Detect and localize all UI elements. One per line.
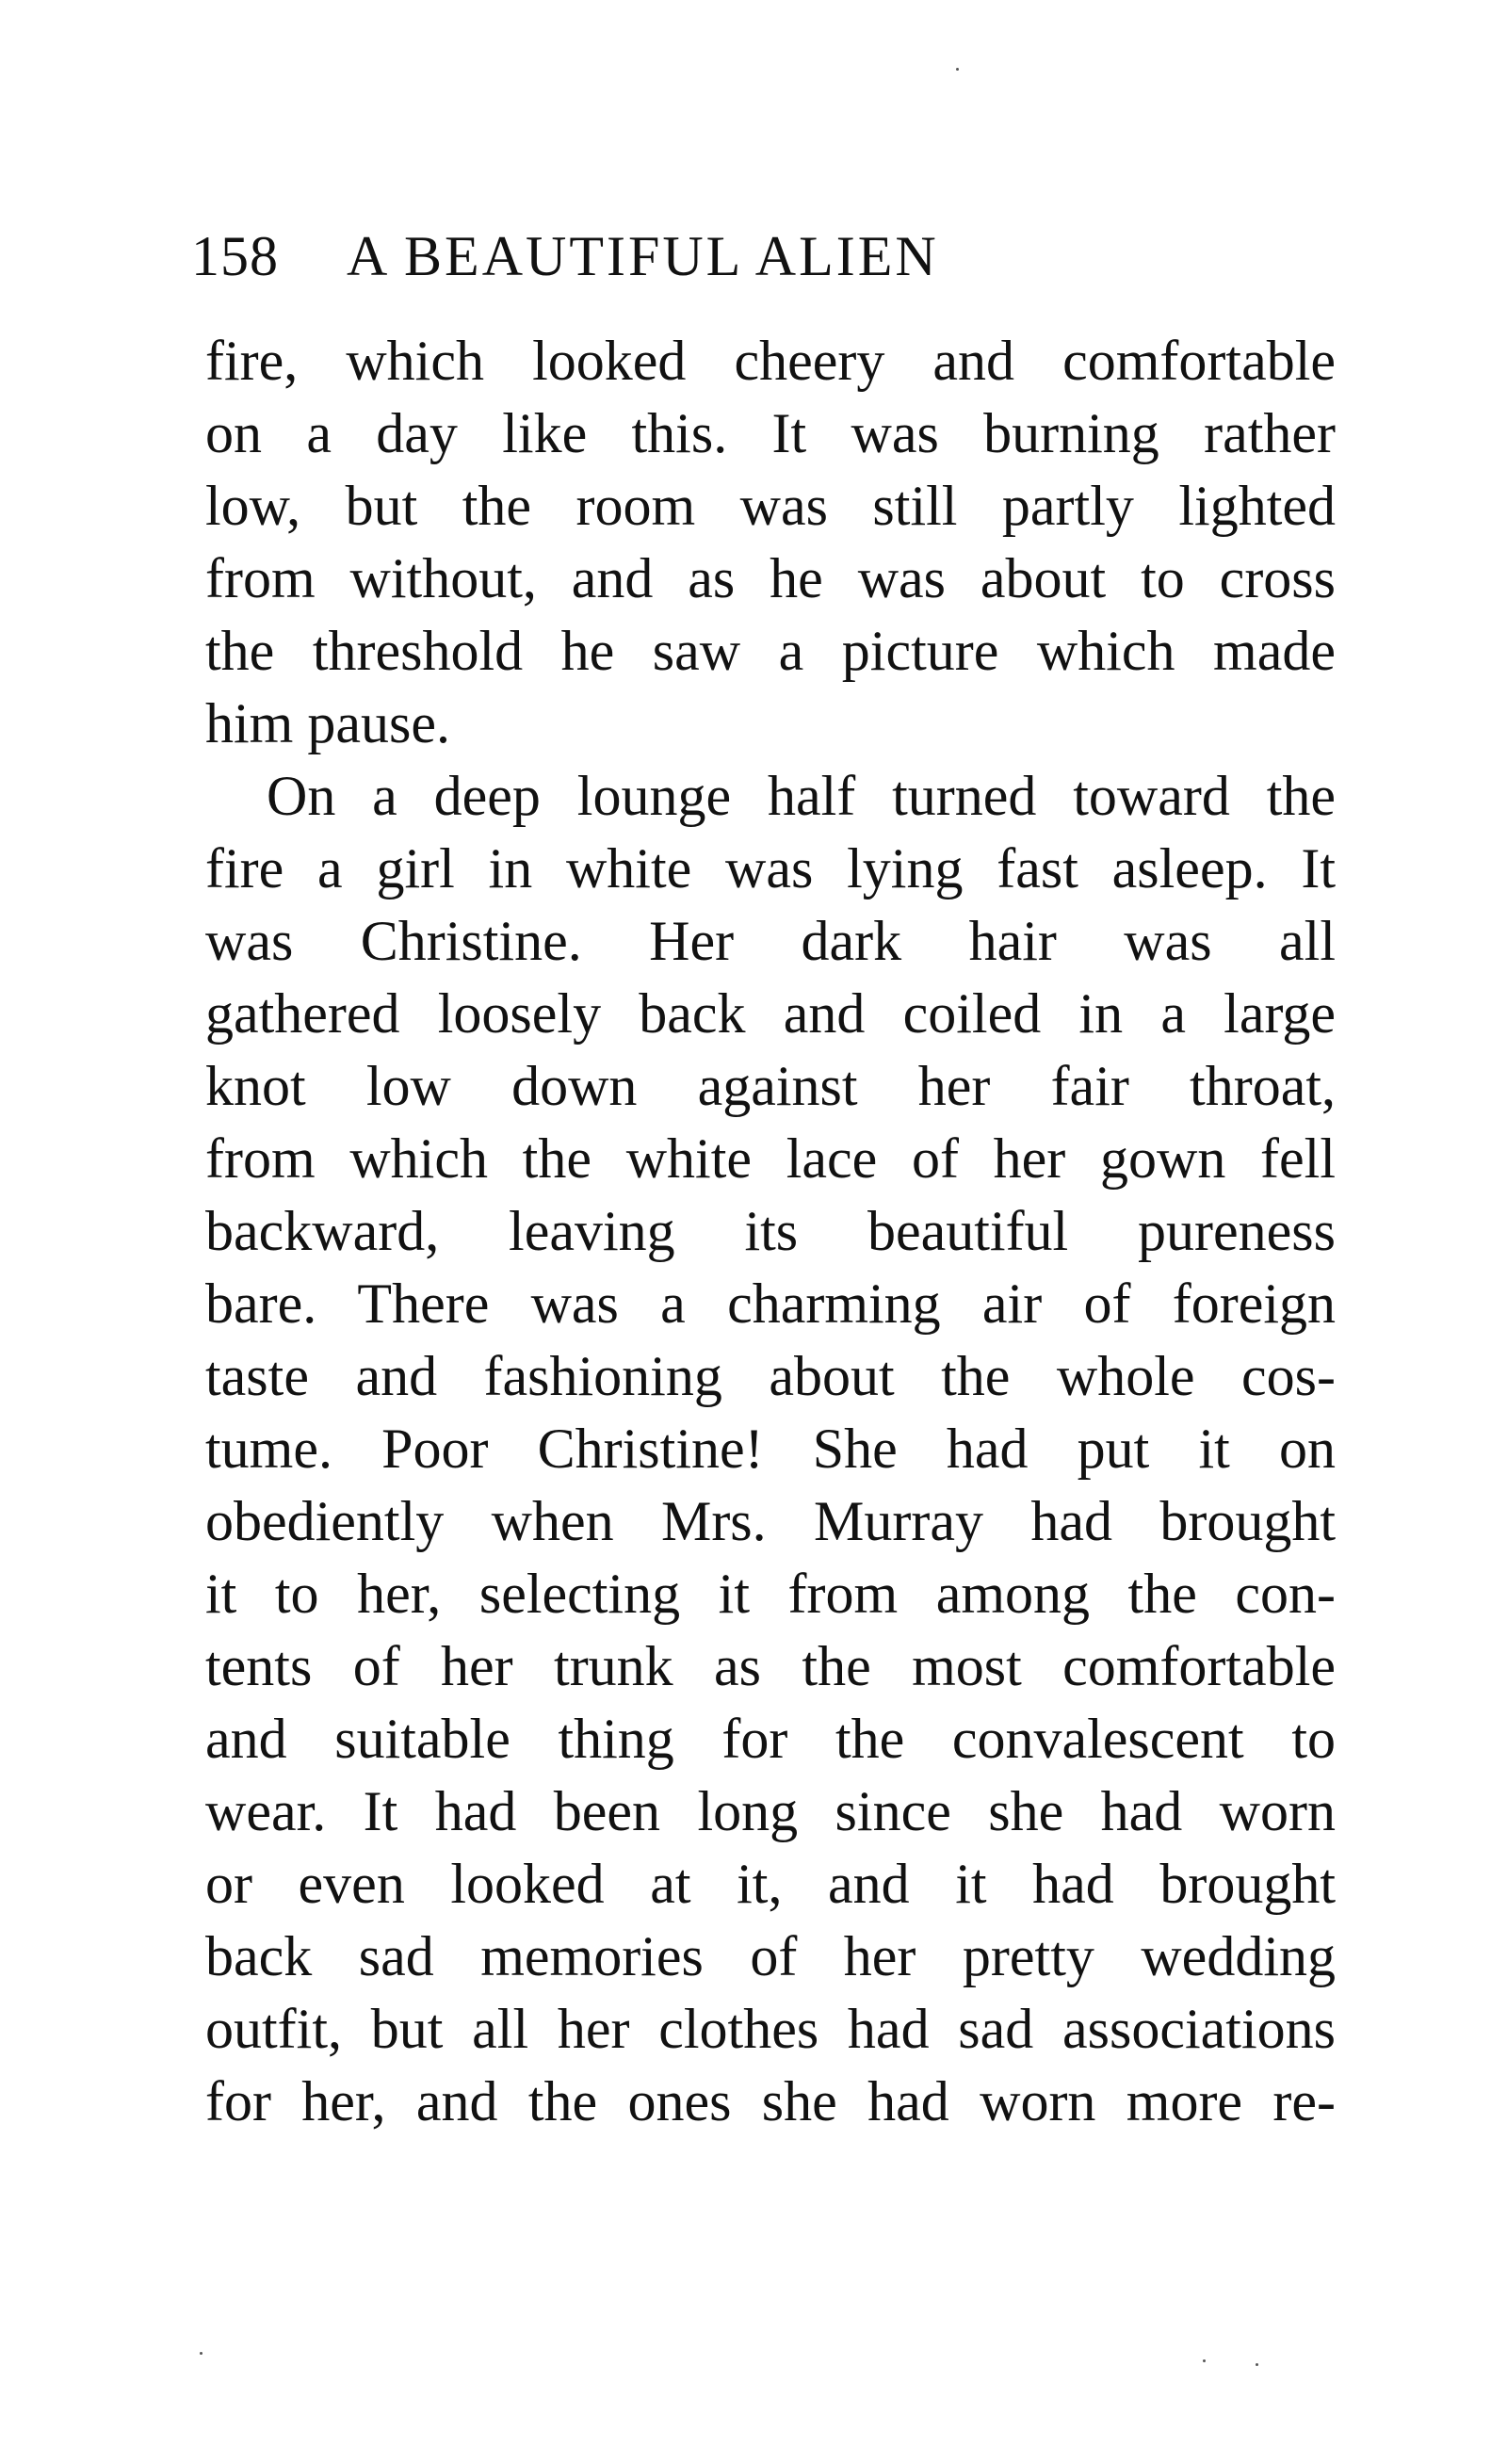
text-line: or even looked at it, and it had brought bbox=[205, 1853, 1336, 1915]
text-line: from which the white lace of her gown fell bbox=[205, 1127, 1336, 1190]
text-line: it to her, selecting it from among the con- bbox=[205, 1563, 1336, 1625]
paragraph-1 bbox=[205, 325, 1336, 760]
text-line: knot low down against her fair throat, bbox=[205, 1055, 1336, 1117]
text-line: On a deep lounge half turned toward the bbox=[267, 765, 1336, 827]
text-line: obediently when Mrs. Murray had brought bbox=[205, 1490, 1336, 1552]
text-line: back sad memories of her pretty wedding bbox=[205, 1925, 1336, 1987]
body-text bbox=[205, 325, 1336, 2138]
text-line: outfit, but all her clothes had sad associations bbox=[205, 1998, 1336, 2060]
text-line: him pause. bbox=[205, 692, 450, 754]
paper-speck bbox=[1256, 2363, 1258, 2366]
text-line: from without, and as he was about to cross bbox=[205, 547, 1336, 609]
text-line: backward, leaving its beautiful pureness bbox=[205, 1200, 1336, 1262]
text-line: and suitable thing for the convalescent to bbox=[205, 1708, 1336, 1770]
paper-speck bbox=[200, 2352, 203, 2355]
page-header bbox=[191, 219, 1340, 294]
text-line: tents of her trunk as the most comfortable bbox=[205, 1635, 1336, 1697]
paragraph-2 bbox=[205, 760, 1336, 2138]
text-line: fire a girl in white was lying fast asleep. It bbox=[205, 837, 1336, 900]
text-line: tume. Poor Christine! She had put it on bbox=[205, 1418, 1336, 1480]
running-title: A BEAUTIFUL ALIEN bbox=[347, 225, 939, 287]
text-line: bare. There was a charming air of foreign bbox=[205, 1273, 1336, 1335]
text-line: taste and fashioning about the whole cos- bbox=[205, 1345, 1336, 1407]
text-line: on a day like this. It was burning rather bbox=[205, 402, 1336, 464]
text-line: was Christine. Her dark hair was all bbox=[205, 910, 1336, 972]
text-line: low, but the room was still partly lighted bbox=[205, 475, 1336, 537]
paper-speck bbox=[956, 68, 959, 71]
paper-speck bbox=[1203, 2359, 1206, 2362]
text-line: gathered loosely back and coiled in a large bbox=[205, 982, 1336, 1045]
text-line: for her, and the ones she had worn more re- bbox=[205, 2070, 1336, 2132]
text-line: wear. It had been long since she had worn bbox=[205, 1780, 1336, 1842]
page-number: 158 bbox=[191, 225, 279, 287]
text-line: the threshold he saw a picture which made bbox=[205, 620, 1336, 682]
text-line: fire, which looked cheery and comfortable bbox=[205, 330, 1336, 392]
